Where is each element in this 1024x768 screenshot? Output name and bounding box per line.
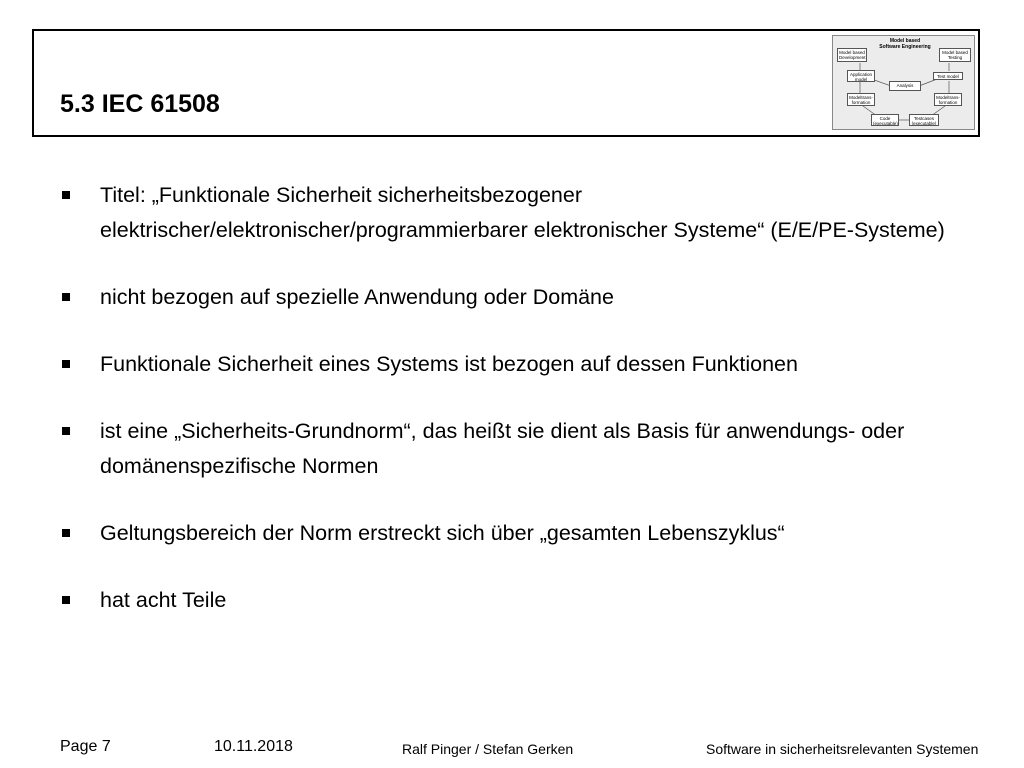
diagram-title: Model based Software Engineering <box>879 38 931 50</box>
bullet-item <box>60 516 960 551</box>
bullet-marker <box>62 529 70 537</box>
diagram-box-development: Model based Development <box>839 50 866 60</box>
footer-page-number: Page 7 <box>60 738 111 755</box>
diagram-box-transformation-left: Modeltrans- formation <box>847 93 875 106</box>
bullet-text: Funktionale Sicherheit eines Systems ist bezogen auf dessen Funktionen <box>100 352 798 376</box>
diagram-box-test-model: Test model <box>933 72 963 80</box>
bullet-text: hat acht Teile <box>100 588 227 612</box>
bullet-marker <box>62 191 70 199</box>
bullet-text: ist eine „Sicherheits-Grundnorm“, das heißt sie dient als Basis für anwendungs- oder domänenspezifische Normen <box>100 419 905 478</box>
bullet-item <box>60 583 960 618</box>
footer-date: 10.11.2018 <box>214 738 293 755</box>
bullet-text: nicht bezogen auf spezielle Anwendung oder Domäne <box>100 285 614 309</box>
bullet-text: Geltungsbereich der Norm erstreckt sich über „gesamten Lebenszyklus“ <box>100 521 785 545</box>
bullet-item <box>60 347 960 382</box>
diagram-box-testcases: Testcases (executable) <box>909 114 939 126</box>
bullet-marker <box>62 293 70 301</box>
bullet-item <box>60 414 960 484</box>
bullet-text: Titel: „Funktionale Sicherheit sicherheitsbezogener elektrischer/elektronischer/programmierbarer elektronischer Systeme“ (E/E/PE-Systeme) <box>100 183 945 242</box>
bullet-item <box>60 280 960 315</box>
bullet-marker <box>62 360 70 368</box>
diagram-box-transformation-right: Modeltrans- formation <box>934 93 962 106</box>
footer-authors: Ralf Pinger / Stefan Gerken <box>402 741 574 757</box>
diagram-box-application-model: Application model <box>847 70 875 82</box>
bullet-marker <box>62 596 70 604</box>
mbse-thumbnail-diagram <box>832 35 975 130</box>
diagram-box-analysis: Analysis <box>889 81 921 91</box>
bullet-marker <box>62 427 70 435</box>
slide-title: 5.3 IEC 61508 <box>60 90 220 118</box>
footer-course-title: Software in sicherheitsrelevanten Systemen <box>706 741 979 757</box>
bullet-item <box>60 178 960 248</box>
diagram-box-code: Code (executable) <box>873 116 898 126</box>
bullet-list <box>60 178 960 650</box>
diagram-box-testing: Model based Testing <box>939 48 971 62</box>
